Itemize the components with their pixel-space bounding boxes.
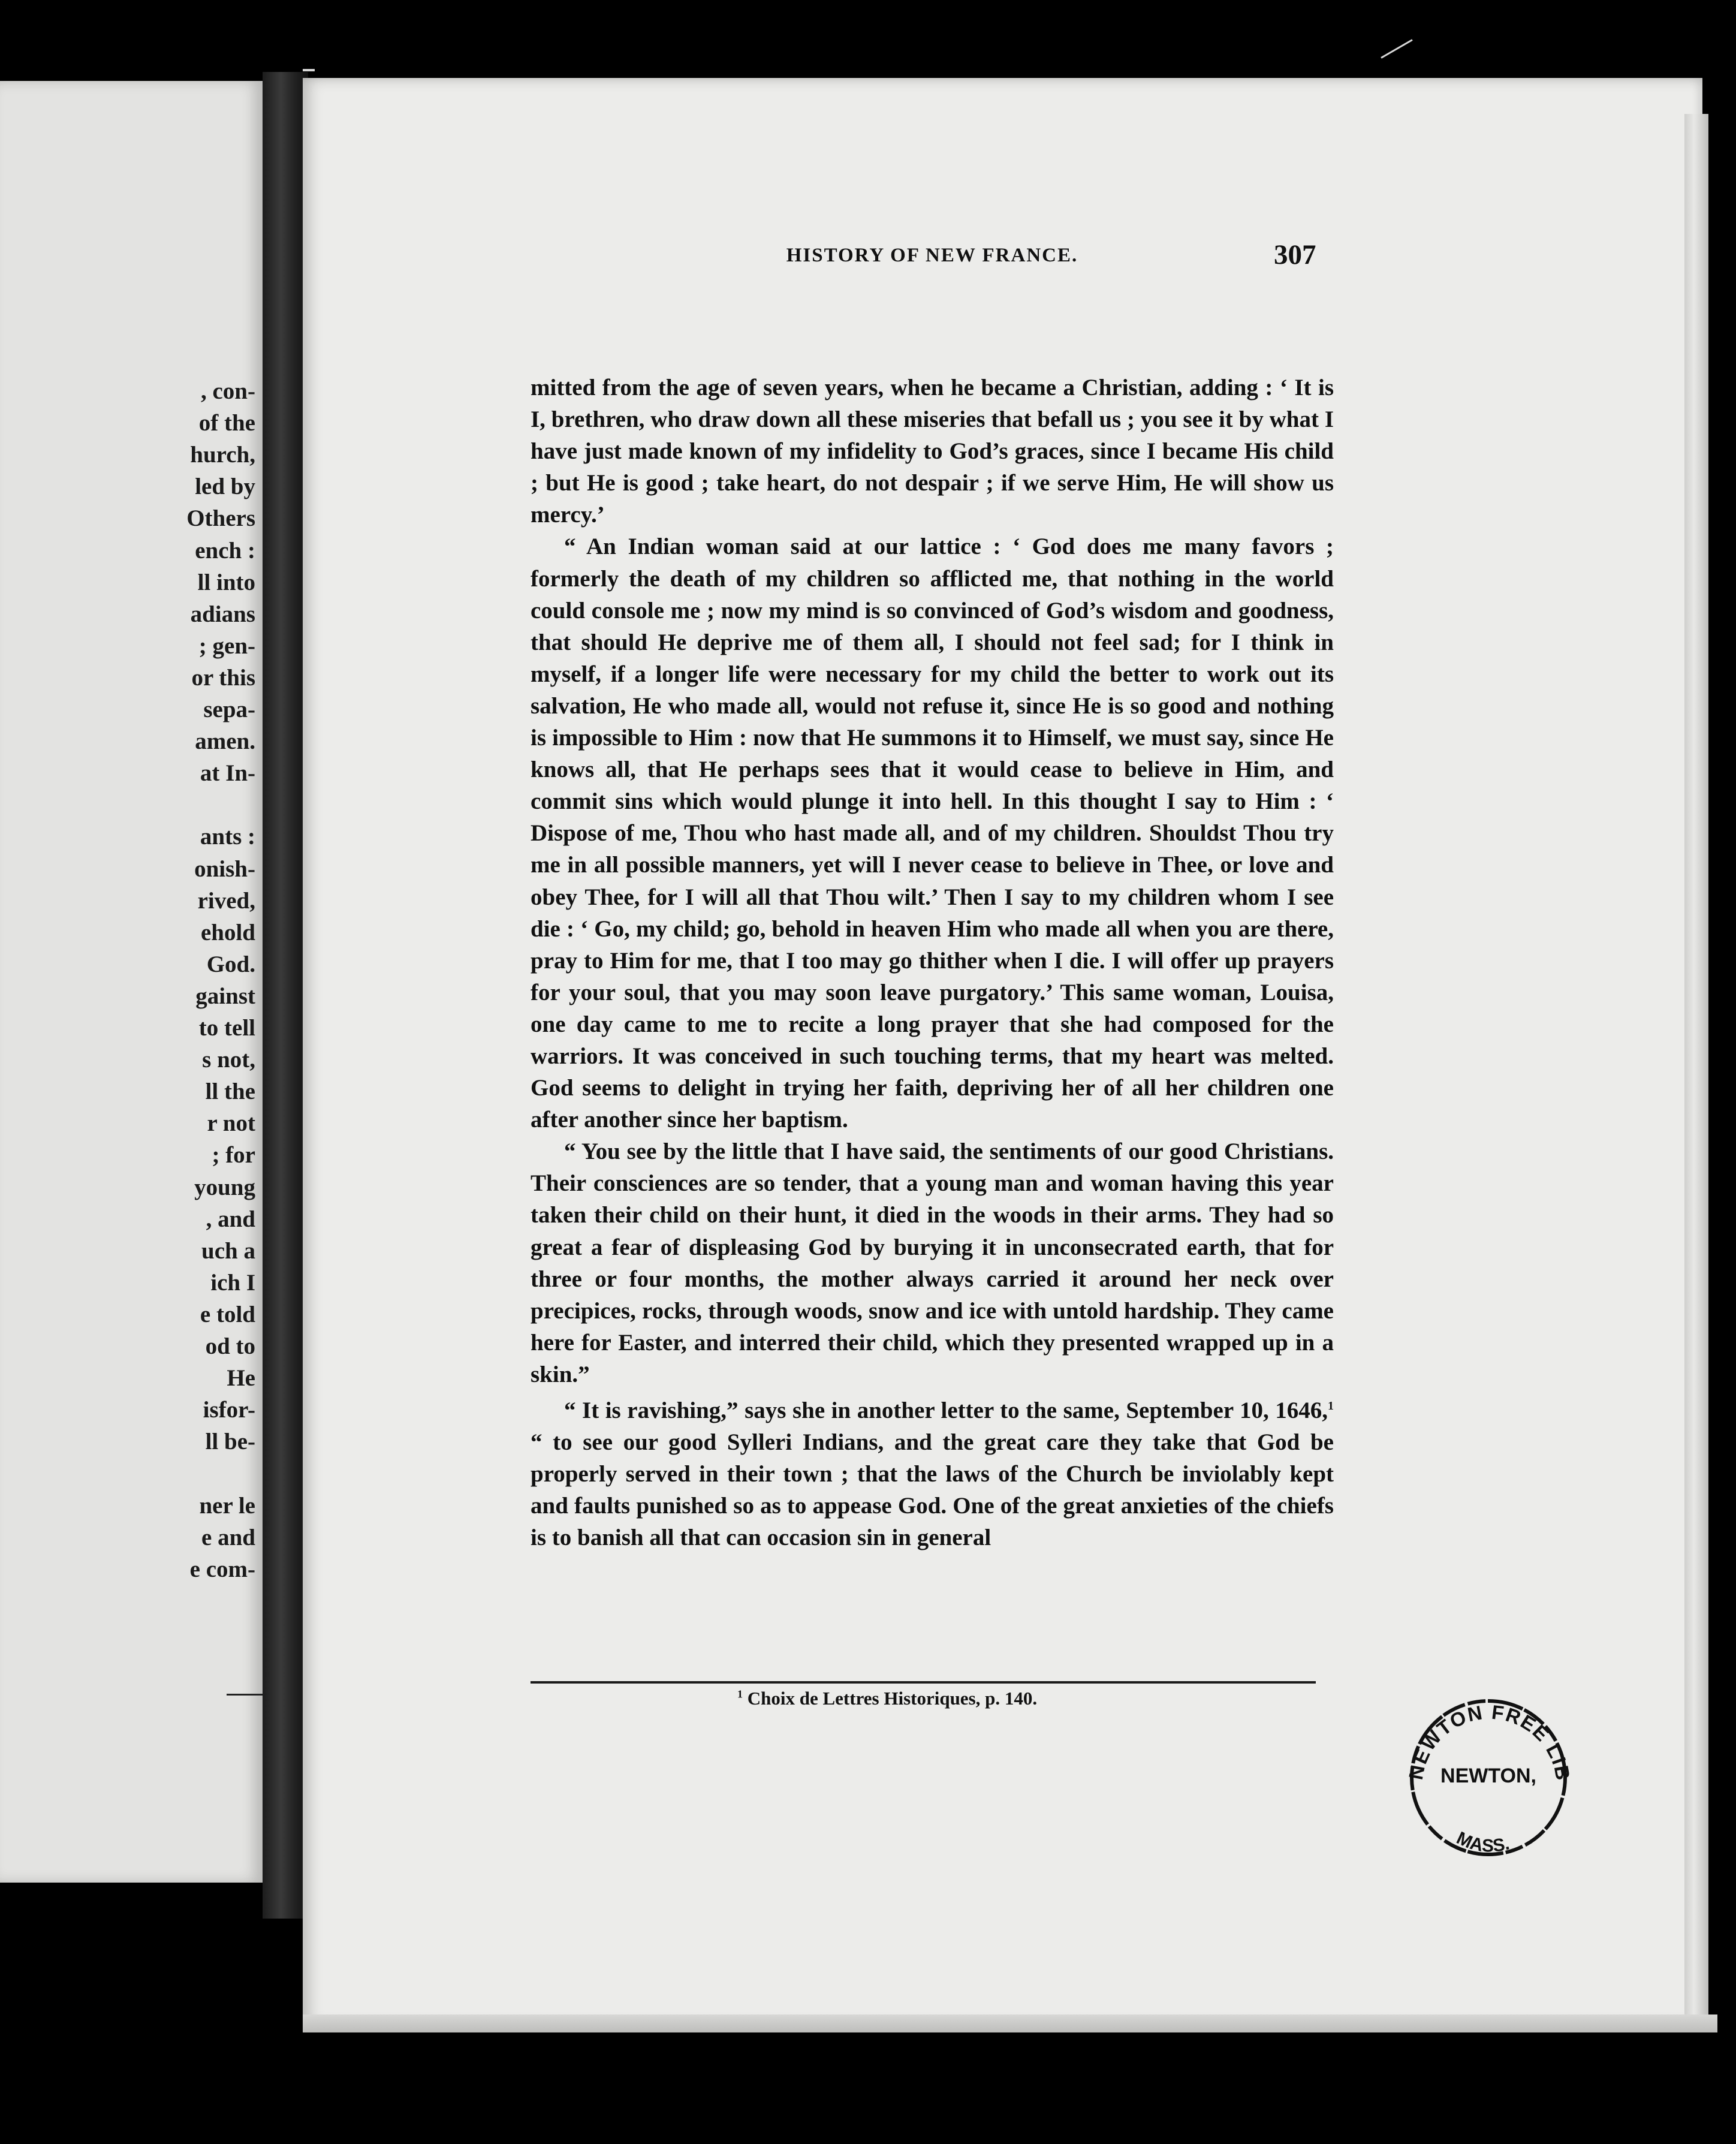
paragraph — [531, 1390, 1334, 1553]
facing-page-line: led by — [195, 474, 255, 500]
facing-page-line: od to — [205, 1333, 255, 1359]
svg-text:NEWTON FREE LIBRARY: NEWTON FREE LIB — [1404, 1700, 1575, 1783]
facing-page-line: , con- — [201, 378, 255, 404]
facing-page-line: ner le — [199, 1492, 255, 1519]
footnote-text: Choix de Lettres Historiques, p. 140. — [743, 1688, 1038, 1709]
page-header — [531, 245, 1334, 281]
facing-page-line: ench : — [195, 537, 255, 564]
footnote-rule — [531, 1681, 1316, 1684]
facing-page-line: ll into — [197, 569, 255, 595]
facing-page-line: amen. — [195, 728, 255, 755]
facing-page-line: of the — [198, 410, 255, 436]
page-number: 307 — [1274, 239, 1316, 270]
svg-text:NEWTON,: NEWTON, — [1440, 1764, 1536, 1787]
facing-page-line: sepa- — [203, 697, 255, 722]
facing-page-line: He — [227, 1365, 255, 1392]
paragraph-text-before-note: “ It is ravishing,” says she in another letter to the same, September 10, 1646, — [564, 1398, 1328, 1423]
library-stamp — [1399, 1685, 1578, 1865]
facing-page-line: at In- — [200, 760, 255, 787]
facing-page-line: isfor- — [203, 1397, 255, 1423]
facing-page-line: e com- — [189, 1556, 255, 1582]
footnote — [737, 1688, 1037, 1709]
svg-text:MASS.: MASS. — [1453, 1828, 1512, 1856]
facing-page-line: or this — [191, 664, 255, 691]
facing-page-line: onish- — [194, 856, 255, 882]
paragraph: mitted from the age of seven years, when he became a Christian, adding : ‘ It is I, brethren, who draw down all these miseries that befall us ; you see it by what I have just made known of my infidelity to God’s graces, since I became His child ; but He is good ; take heart, do not despair ; if we serve Him, He will show us mercy.’ — [531, 375, 1334, 528]
scan-speck — [303, 69, 315, 71]
running-head: HISTORY OF NEW FRANCE. — [786, 245, 1078, 266]
facing-page-line: ehold — [200, 919, 255, 945]
page-bottom-edge — [303, 2014, 1717, 2032]
facing-page-line: adians — [190, 601, 255, 627]
facing-page-line: , and — [206, 1206, 255, 1232]
library-stamp-seal — [1399, 1685, 1578, 1865]
facing-page-line: Others — [186, 505, 255, 532]
paragraph: “ An Indian woman said at our lattice : ‘ God does me many favors ; formerly the death of my children so afflicted me, that nothing in the world could console me ; now my mind is so convinced of God’s wisdom and goodness, that should He deprive me of them all, I should not feel sad; for I think in myself, if a longer life were necessary for my child the better to work out its salvation, He who made all, would not refuse it, since He is so good and nothing is impossible to Him : now that He summons it to Himself, we must say, since He knows all, that He perhaps sees that it would cease to believe in Him, and commit sins which would plunge it into hell. In this thought I say to Him : ‘ Dispose of me, Thou who hast made all, and of my children. Shouldst Thou try me in all possible manners, yet will I never cease to believe in Thee, or love and obey Thee, for I will all that Thou wilt.’ Then I say to my children whom I see die : ‘ Go, my child; go, behold in heaven Him who made all when you are there, pray to Him for me, that I too may go thither when I die. I will offer up prayers for your soul, that you may soon leave purgatory.’ This same woman, Louisa, one day came to me to recite a long prayer that she had composed for the warriors. It was conceived in such touching terms, that my heart was melted. God seems to delight in trying her faith, depriving her of all her children one after another since her baptism. — [531, 534, 1334, 1133]
paragraph-text-after-note: “ to see our good Sylleri Indians, and the great care they take that God be properly served in their town ; that the laws of the Church be inviolably kept and faults punished so as to appease God. One of the great anxieties of the chiefs is to banish all that can occasion sin in general — [531, 1429, 1334, 1551]
facing-page-line: ll the — [205, 1079, 255, 1105]
body-text — [531, 372, 1334, 1553]
page-edge-stack — [1684, 114, 1708, 2020]
book-spine-gutter — [263, 72, 308, 1919]
facing-page-line: e told — [200, 1301, 255, 1327]
facing-page-rule — [227, 1694, 263, 1696]
facing-page-fragment — [0, 81, 264, 1883]
facing-page-line: r not — [207, 1110, 255, 1137]
facing-page-line: God. — [206, 951, 255, 977]
facing-page-line: ll be- — [205, 1429, 255, 1455]
facing-page-line: s not, — [202, 1047, 255, 1073]
scan-speck — [1381, 39, 1412, 59]
facing-page-line: to tell — [198, 1015, 255, 1041]
footnote-mark: 1 — [737, 1688, 743, 1700]
facing-page-line: ; for — [212, 1142, 255, 1169]
facing-page-line: ants : — [200, 824, 255, 850]
facing-page-line: hurch, — [190, 442, 255, 468]
facing-page-line: young — [194, 1174, 255, 1200]
facing-page-line: gainst — [195, 983, 255, 1009]
facing-page-line: rived, — [197, 887, 255, 914]
facing-page-line: uch a — [201, 1237, 255, 1264]
paragraph: “ You see by the little that I have said, the sentiments of our good Christians. Their consciences are so tender, that a young man and woman having this year taken their child on their hunt, it died in the woods in their arms. They had so great a fear of displeasing God by burying it in unconsecrated earth, that for three or four months, the mother always carried it around her neck over precipices, rocks, through woods, snow and ice with untold hardship. They came here for Easter, and interred their child, which they presented wrapped up in a skin.” — [531, 1139, 1334, 1387]
footnote-reference: 1 — [1328, 1399, 1334, 1413]
facing-page-line: ich I — [210, 1269, 255, 1296]
facing-page-line: ; gen- — [198, 633, 255, 659]
facing-page-line: e and — [201, 1524, 255, 1550]
facing-page-text — [0, 81, 263, 1883]
